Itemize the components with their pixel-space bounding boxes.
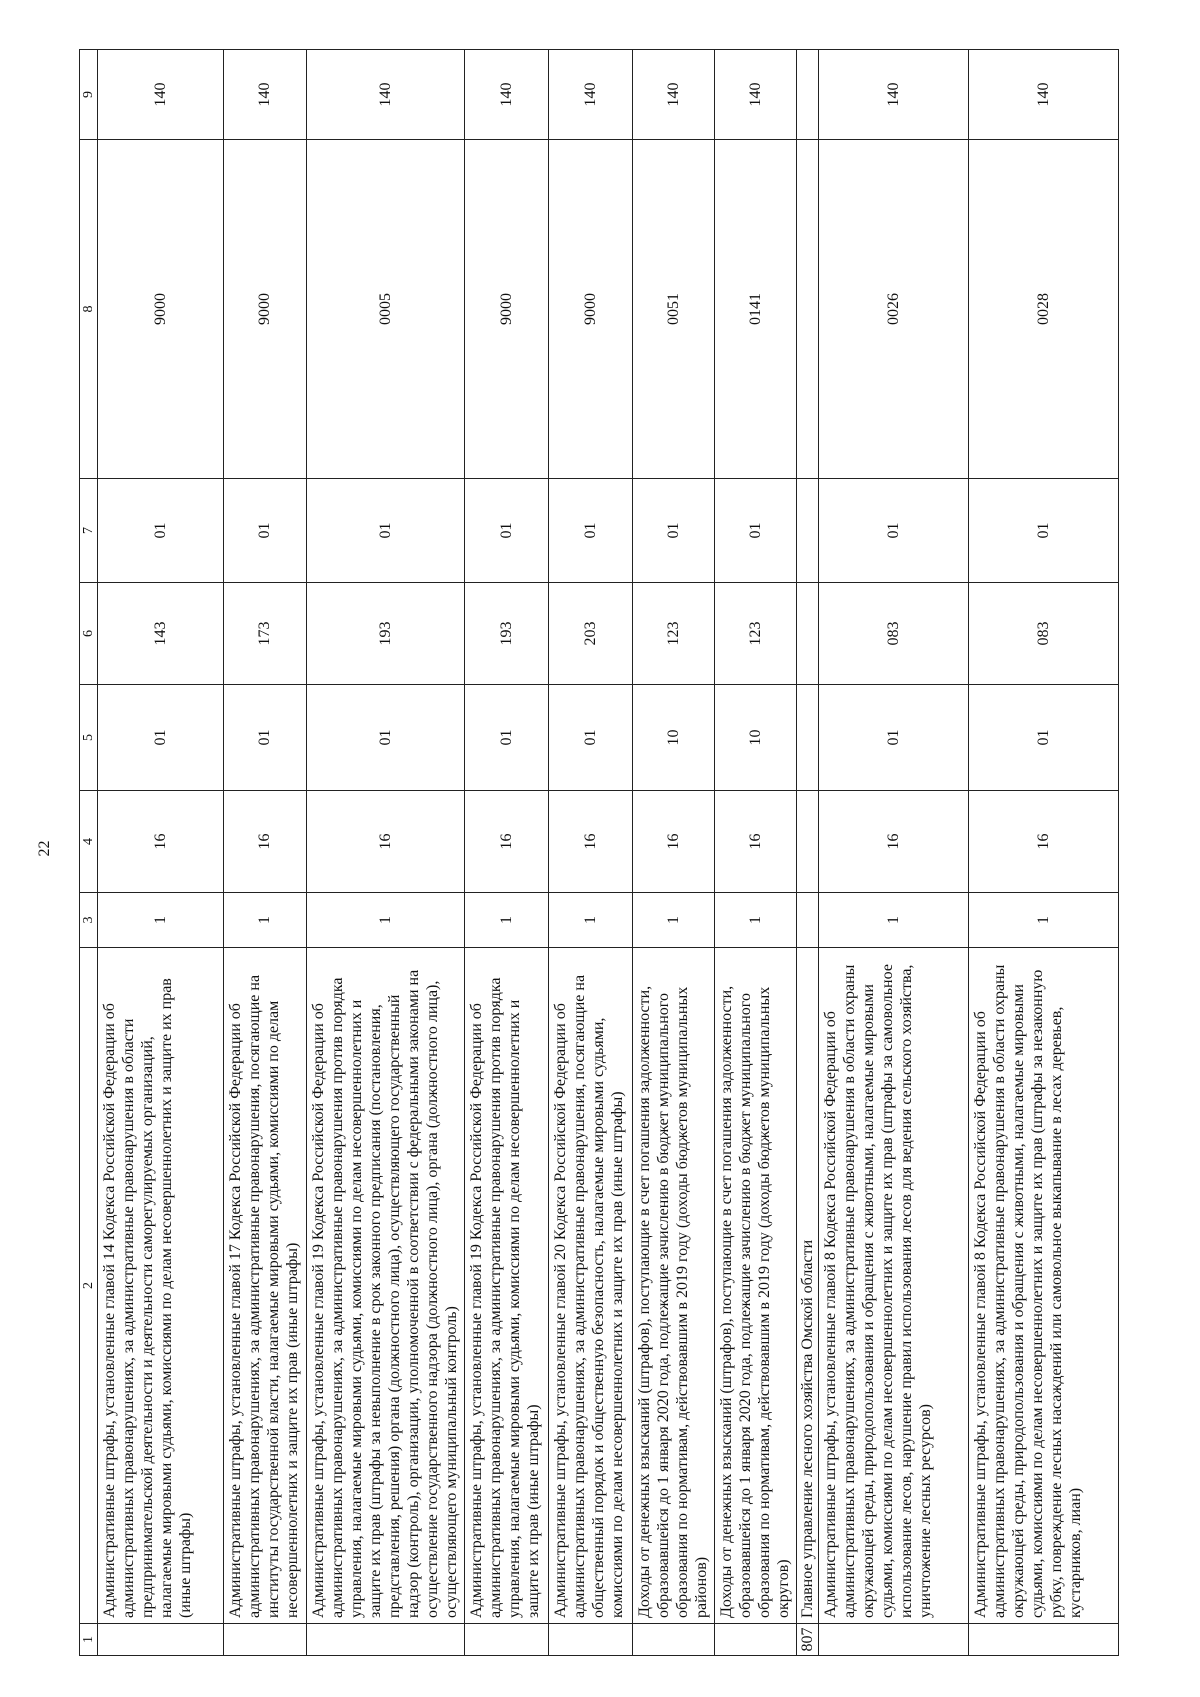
column-header: 7 xyxy=(80,479,98,583)
code-cell-c5: 01 xyxy=(819,685,969,791)
column-header: 6 xyxy=(80,583,98,685)
code-cell-c4: 16 xyxy=(715,791,797,893)
admin-code-cell xyxy=(465,1624,549,1656)
code-cell-c6: 123 xyxy=(633,583,715,685)
code-cell-c7: 01 xyxy=(969,479,1119,583)
code-cell-c7: 01 xyxy=(549,479,633,583)
empty-cell xyxy=(797,50,819,140)
code-cell-c8: 9000 xyxy=(224,140,307,479)
description-cell: Административные штрафы, установленные главой 8 Кодекса Российской Федерации об административных правонарушениях, за административные правонарушения в области охраны окружающей среды, природопользования и обращения с животными, налагаемые мировыми судьями, комиссиями по делам несовершеннолетних и защите их прав (штрафы за незаконную рубку, повреждение лесных насаждений или самовольное выкапывание в лесах деревьев, кустарников, лиан) xyxy=(969,948,1119,1624)
code-cell-c4: 16 xyxy=(969,791,1119,893)
column-header: 8 xyxy=(80,140,98,479)
code-cell-c8: 0005 xyxy=(307,140,465,479)
code-cell-c5: 01 xyxy=(969,685,1119,791)
table-header-row xyxy=(80,50,98,1656)
code-cell-c8: 0026 xyxy=(819,140,969,479)
admin-code-cell xyxy=(224,1624,307,1656)
code-cell-c4: 16 xyxy=(549,791,633,893)
code-cell-c4: 16 xyxy=(633,791,715,893)
code-cell-c9: 140 xyxy=(549,50,633,140)
page-number: 22 xyxy=(36,840,53,857)
column-header: 3 xyxy=(80,893,98,948)
code-cell-c3: 1 xyxy=(307,893,465,948)
empty-cell xyxy=(797,583,819,685)
code-cell-c9: 140 xyxy=(969,50,1119,140)
code-cell-c9: 140 xyxy=(465,50,549,140)
admin-code-cell xyxy=(715,1624,797,1656)
code-cell-c8: 9000 xyxy=(98,140,224,479)
code-cell-c9: 140 xyxy=(819,50,969,140)
code-cell-c3: 1 xyxy=(819,893,969,948)
code-cell-c3: 1 xyxy=(969,893,1119,948)
table-row xyxy=(633,50,715,1656)
code-cell-c6: 193 xyxy=(307,583,465,685)
table-row xyxy=(969,50,1119,1656)
code-cell-c9: 140 xyxy=(224,50,307,140)
code-cell-c7: 01 xyxy=(465,479,549,583)
section-title-cell: Главное управление лесного хозяйства Омской области xyxy=(797,948,819,1624)
code-cell-c5: 10 xyxy=(715,685,797,791)
code-cell-c5: 10 xyxy=(633,685,715,791)
table-row xyxy=(98,50,224,1656)
admin-code-cell xyxy=(633,1624,715,1656)
code-cell-c3: 1 xyxy=(715,893,797,948)
code-cell-c6: 173 xyxy=(224,583,307,685)
code-cell-c3: 1 xyxy=(633,893,715,948)
code-cell-c9: 140 xyxy=(98,50,224,140)
code-cell-c6: 193 xyxy=(465,583,549,685)
code-cell-c6: 123 xyxy=(715,583,797,685)
code-cell-c4: 16 xyxy=(307,791,465,893)
description-cell: Административные штрафы, установленные главой 20 Кодекса Российской Федерации об административных правонарушениях, за административные правонарушения, посягающие на общественный порядок и общественную безопасность, налагаемые мировыми судьями, комиссиями по делам несовершеннолетних и защите их прав (иные штрафы) xyxy=(549,948,633,1624)
table-row xyxy=(465,50,549,1656)
code-cell-c5: 01 xyxy=(307,685,465,791)
code-cell-c4: 16 xyxy=(98,791,224,893)
code-cell-c8: 9000 xyxy=(465,140,549,479)
code-cell-c6: 083 xyxy=(819,583,969,685)
empty-cell xyxy=(797,479,819,583)
admin-code-cell xyxy=(969,1624,1119,1656)
empty-cell xyxy=(797,893,819,948)
column-header: 5 xyxy=(80,685,98,791)
code-cell-c7: 01 xyxy=(819,479,969,583)
description-cell: Доходы от денежных взысканий (штрафов), поступающие в счет погашения задолженности, образовавшейся до 1 января 2020 года, подлежащие зачислению в бюджет муниципального образования по нормативам, действовавшим в 2019 году (доходы бюджетов муниципальных районов) xyxy=(633,948,715,1624)
description-cell: Административные штрафы, установленные главой 19 Кодекса Российской Федерации об административных правонарушениях, за административные правонарушения против порядка управления, налагаемые мировыми судьями, комиссиями по делам несовершеннолетних и защите их прав (иные штрафы) xyxy=(465,948,549,1624)
code-cell-c3: 1 xyxy=(98,893,224,948)
code-cell-c7: 01 xyxy=(307,479,465,583)
code-cell-c7: 01 xyxy=(715,479,797,583)
table-row xyxy=(819,50,969,1656)
empty-cell xyxy=(797,140,819,479)
code-cell-c4: 16 xyxy=(819,791,969,893)
description-cell: Доходы от денежных взысканий (штрафов), поступающие в счет погашения задолженности, образовавшейся до 1 января 2020 года, подлежащие зачислению в бюджет муниципального образования по нормативам, действовавшим в 2019 году (доходы бюджетов муниципальных округов) xyxy=(715,948,797,1624)
code-cell-c9: 140 xyxy=(715,50,797,140)
table-row xyxy=(715,50,797,1656)
code-cell-c4: 16 xyxy=(224,791,307,893)
code-cell-c9: 140 xyxy=(633,50,715,140)
code-cell-c8: 0141 xyxy=(715,140,797,479)
code-cell-c7: 01 xyxy=(98,479,224,583)
revenue-codes-table xyxy=(79,49,1119,1656)
column-header: 9 xyxy=(80,50,98,140)
admin-code-cell xyxy=(307,1624,465,1656)
code-cell-c5: 01 xyxy=(549,685,633,791)
section-row xyxy=(797,50,819,1656)
column-header: 4 xyxy=(80,791,98,893)
column-header: 1 xyxy=(80,1624,98,1656)
description-cell: Административные штрафы, установленные главой 19 Кодекса Российской Федерации об административных правонарушениях, за административные правонарушения против порядка управления, налагаемые мировыми судьями, комиссиями по делам несовершеннолетних и защите их прав (штрафы за невыполнение в срок законного предписания (постановления, представления, решения) органа (должностного лица), осуществляющего государственный надзор (контроль), организации, уполномоченной в соответствии с федеральными законами на осуществление государственного надзора (должностного лица), органа (должностного лица), осуществляющего муниципальный контроль) xyxy=(307,948,465,1624)
code-cell-c3: 1 xyxy=(224,893,307,948)
admin-code-cell xyxy=(819,1624,969,1656)
empty-cell xyxy=(797,685,819,791)
code-cell-c7: 01 xyxy=(633,479,715,583)
description-cell: Административные штрафы, установленные главой 17 Кодекса Российской Федерации об административных правонарушениях, за административные правонарушения, посягающие на институты государственной власти, налагаемые мировыми судьями, комиссиями по делам несовершеннолетних и защите их прав (иные штрафы) xyxy=(224,948,307,1624)
code-cell-c9: 140 xyxy=(307,50,465,140)
description-cell: Административные штрафы, установленные главой 14 Кодекса Российской Федерации об административных правонарушениях, за административные правонарушения в области предпринимательской деятельности и деятельности саморегулируемых организаций, налагаемые мировыми судьями, комиссиями по делам несовершеннолетних и защите их прав (иные штрафы) xyxy=(98,948,224,1624)
code-cell-c5: 01 xyxy=(98,685,224,791)
admin-code-cell xyxy=(549,1624,633,1656)
empty-cell xyxy=(797,791,819,893)
code-cell-c5: 01 xyxy=(465,685,549,791)
code-cell-c6: 203 xyxy=(549,583,633,685)
description-cell: Административные штрафы, установленные главой 8 Кодекса Российской Федерации об административных правонарушениях, за административные правонарушения в области охраны окружающей среды, природопользования и обращения с животными, налагаемые мировыми судьями, комиссиями по делам несовершеннолетних и защите их прав (штрафы за самовольное использование лесов, нарушение правил использования лесов для ведения сельского хозяйства, уничтожение лесных ресурсов) xyxy=(819,948,969,1624)
code-cell-c6: 083 xyxy=(969,583,1119,685)
column-header: 2 xyxy=(80,948,98,1624)
code-cell-c4: 16 xyxy=(465,791,549,893)
code-cell-c3: 1 xyxy=(549,893,633,948)
table-row xyxy=(307,50,465,1656)
code-cell-c8: 9000 xyxy=(549,140,633,479)
table-row xyxy=(549,50,633,1656)
code-cell-c5: 01 xyxy=(224,685,307,791)
code-cell-c8: 0028 xyxy=(969,140,1119,479)
table-row xyxy=(224,50,307,1656)
admin-code-cell xyxy=(98,1624,224,1656)
code-cell-c3: 1 xyxy=(465,893,549,948)
code-cell-c6: 143 xyxy=(98,583,224,685)
code-cell-c7: 01 xyxy=(224,479,307,583)
admin-code-cell: 807 xyxy=(797,1624,819,1656)
code-cell-c8: 0051 xyxy=(633,140,715,479)
